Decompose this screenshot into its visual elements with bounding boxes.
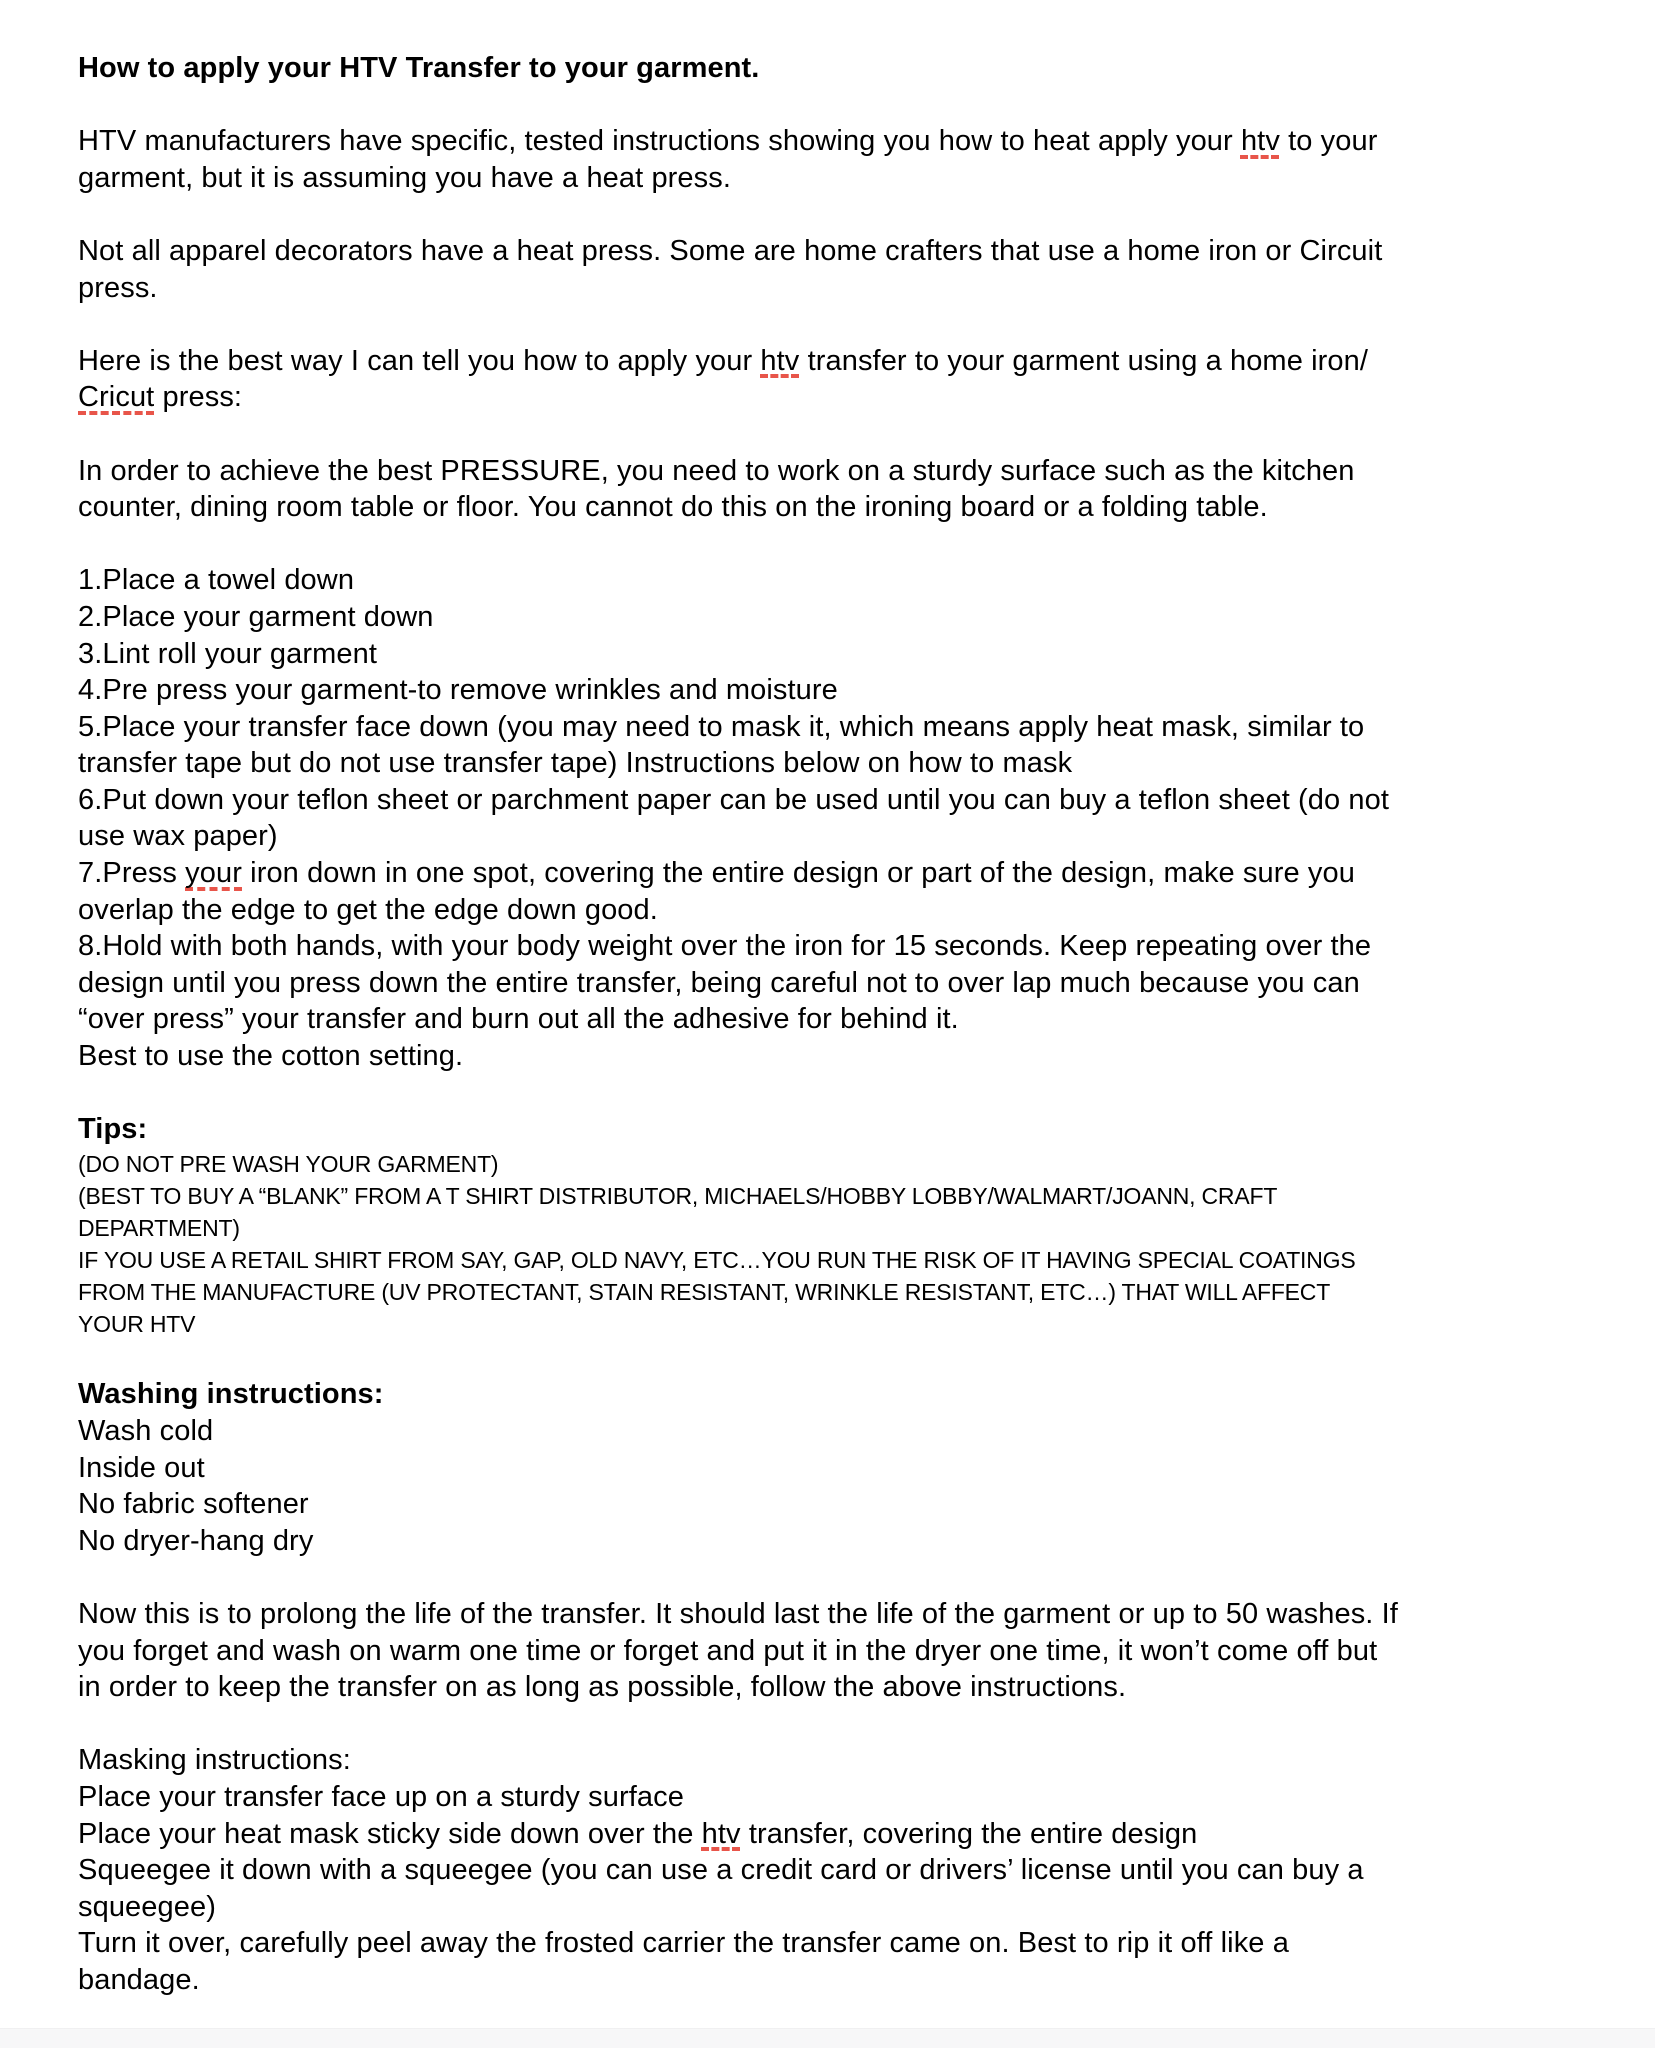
blank-line bbox=[78, 196, 1625, 233]
text-segment: transfer, covering the entire design bbox=[740, 1817, 1198, 1850]
text-line bbox=[78, 343, 1625, 380]
text-line bbox=[78, 1486, 1625, 1523]
text-segment: in order to keep the transfer on as long as possible, follow the above instructions. bbox=[78, 1671, 1127, 1704]
text-segment: press: bbox=[154, 381, 243, 414]
blank-line bbox=[78, 87, 1625, 124]
text-line bbox=[78, 379, 1625, 416]
text-line bbox=[78, 1852, 1625, 1889]
text-segment: Place your transfer face up on a sturdy surface bbox=[78, 1780, 684, 1813]
text-segment: Not all apparel decorators have a heat press. Some are home crafters that use a home iron or Circuit bbox=[78, 234, 1383, 267]
text-segment: garment, but it is assuming you have a heat press. bbox=[78, 161, 732, 194]
text-line bbox=[78, 1962, 1625, 1999]
blank-line bbox=[78, 1706, 1625, 1743]
text-line bbox=[78, 1889, 1625, 1926]
text-segment: counter, dining room table or floor. You cannot do this on the ironing board or a folding table. bbox=[78, 491, 1268, 524]
text-segment: use wax paper) bbox=[78, 820, 278, 853]
text-line bbox=[78, 892, 1625, 929]
text-segment: to your bbox=[1279, 125, 1378, 158]
text-line bbox=[78, 1038, 1625, 1075]
text-segment: Here is the best way I can tell you how to apply your bbox=[78, 344, 761, 377]
text-segment: In order to achieve the best PRESSURE, you need to work on a sturdy surface such as the kitchen bbox=[78, 454, 1355, 487]
text-line bbox=[78, 233, 1625, 270]
text-line bbox=[78, 818, 1625, 855]
text-line bbox=[78, 1413, 1625, 1450]
window-bottom-bar bbox=[0, 2028, 1655, 2048]
text-line bbox=[78, 1779, 1625, 1816]
text-line bbox=[78, 1596, 1625, 1633]
text-segment: 6.Put down your teflon sheet or parchment paper can be used until you can buy a teflon sheet (do not bbox=[78, 783, 1390, 816]
text-segment: No fabric softener bbox=[78, 1488, 309, 1521]
text-line bbox=[78, 1148, 1625, 1180]
text-segment: Best to use the cotton setting. bbox=[78, 1040, 464, 1073]
text-line bbox=[78, 782, 1625, 819]
text-line bbox=[78, 1633, 1625, 1670]
text-segment: press. bbox=[78, 271, 158, 304]
text-segment: transfer tape but do not use transfer tape) Instructions below on how to mask bbox=[78, 747, 1073, 780]
text-line bbox=[78, 1816, 1625, 1853]
text-segment: No dryer-hang dry bbox=[78, 1524, 314, 1557]
text-segment: Turn it over, carefully peel away the frosted carrier the transfer came on. Best to rip it off like a bbox=[78, 1927, 1289, 1960]
text-segment: DEPARTMENT) bbox=[78, 1214, 240, 1241]
text-line bbox=[78, 709, 1625, 746]
blank-line bbox=[78, 1559, 1625, 1596]
text-segment: Inside out bbox=[78, 1451, 205, 1484]
text-line bbox=[78, 50, 1625, 87]
text-line bbox=[78, 855, 1625, 892]
text-line bbox=[78, 965, 1625, 1002]
text-line bbox=[78, 1925, 1625, 1962]
text-segment: Wash cold bbox=[78, 1415, 214, 1447]
misspelled-word: htv bbox=[701, 1817, 741, 1850]
text-segment: transfer to your garment using a home iron/ bbox=[799, 344, 1368, 377]
text-segment: 8.Hold with both hands, with your body weight over the iron for 15 seconds. Keep repeating over the bbox=[78, 930, 1372, 963]
misspelled-word: Cricut bbox=[78, 381, 155, 414]
text-segment: FROM THE MANUFACTURE (UV PROTECTANT, STAIN RESISTANT, WRINKLE RESISTANT, ETC…) THAT WILL AFFECT bbox=[78, 1278, 1331, 1305]
text-line bbox=[78, 745, 1625, 782]
text-segment: (DO NOT PRE WASH YOUR GARMENT) bbox=[78, 1150, 499, 1177]
text-segment: 7.Press bbox=[78, 857, 186, 890]
text-line bbox=[78, 599, 1625, 636]
text-line bbox=[78, 1450, 1625, 1487]
text-segment: design until you press down the entire transfer, being careful not to over lap much because you can bbox=[78, 966, 1360, 999]
text-segment: 5.Place your transfer face down (you may need to mask it, which means apply heat mask, similar to bbox=[78, 710, 1365, 743]
text-segment: 2.Place your garment down bbox=[78, 600, 434, 633]
blank-line bbox=[78, 1075, 1625, 1112]
text-line bbox=[78, 1111, 1625, 1148]
text-line bbox=[78, 453, 1625, 490]
misspelled-word: htv bbox=[1240, 125, 1280, 158]
text-line bbox=[78, 1376, 1625, 1413]
text-line bbox=[78, 562, 1625, 599]
document-page bbox=[78, 50, 1625, 1999]
text-segment: Masking instructions: bbox=[78, 1744, 351, 1777]
text-segment: HTV manufacturers have specific, tested instructions showing you how to heat apply your bbox=[78, 125, 1241, 158]
text-line bbox=[78, 1244, 1625, 1276]
text-segment: bandage. bbox=[78, 1963, 200, 1996]
text-line bbox=[78, 1180, 1625, 1212]
text-segment: 3.Lint roll your garment bbox=[78, 637, 377, 670]
misspelled-word: htv bbox=[760, 344, 800, 377]
text-line bbox=[78, 489, 1625, 526]
text-line bbox=[78, 1212, 1625, 1244]
text-segment: “over press” your transfer and burn out all the adhesive for behind it. bbox=[78, 1003, 959, 1036]
text-segment: IF YOU USE A RETAIL SHIRT FROM SAY, GAP, OLD NAVY, ETC…YOU RUN THE RISK OF IT HAVING SPECIAL COATINGS bbox=[78, 1246, 1356, 1273]
text-line bbox=[78, 928, 1625, 965]
blank-line bbox=[78, 306, 1625, 343]
text-line bbox=[78, 1276, 1625, 1308]
text-line bbox=[78, 1308, 1625, 1340]
text-segment: Squeegee it down with a squeegee (you can use a credit card or drivers’ license until you can buy a bbox=[78, 1854, 1364, 1887]
text-segment: How to apply your HTV Transfer to your garment. bbox=[78, 52, 760, 84]
text-segment: Now this is to prolong the life of the transfer. It should last the life of the garment or up to 50 washes. If bbox=[78, 1597, 1398, 1630]
text-line bbox=[78, 1742, 1625, 1779]
text-segment: iron down in one spot, covering the entire design or part of the design, make sure you bbox=[242, 857, 1355, 890]
text-segment: you forget and wash on warm one time or forget and put it in the dryer one time, it won’t come off but bbox=[78, 1634, 1378, 1667]
text-line bbox=[78, 123, 1625, 160]
text-line bbox=[78, 1001, 1625, 1038]
text-segment: Place your heat mask sticky side down over the bbox=[78, 1817, 702, 1850]
text-segment: (BEST TO BUY A “BLANK” FROM A T SHIRT DISTRIBUTOR, MICHAELS/HOBBY LOBBY/WALMART/JOANN, CRAFT bbox=[78, 1182, 1278, 1209]
text-segment: 1.Place a towel down bbox=[78, 564, 355, 597]
blank-line bbox=[78, 526, 1625, 563]
text-line bbox=[78, 1523, 1625, 1560]
text-line bbox=[78, 636, 1625, 673]
text-line bbox=[78, 160, 1625, 197]
text-segment: overlap the edge to get the edge down good. bbox=[78, 893, 658, 926]
text-segment: 4.Pre press your garment-to remove wrinkles and moisture bbox=[78, 674, 838, 707]
text-segment: Tips: bbox=[78, 1113, 148, 1146]
text-segment: Washing instructions: bbox=[78, 1378, 384, 1411]
misspelled-word: your bbox=[185, 857, 242, 890]
text-line bbox=[78, 672, 1625, 709]
text-line bbox=[78, 1669, 1625, 1706]
text-line bbox=[78, 270, 1625, 307]
blank-line bbox=[78, 416, 1625, 453]
blank-line bbox=[78, 1340, 1625, 1377]
text-segment: YOUR HTV bbox=[78, 1310, 196, 1337]
text-segment: squeegee) bbox=[78, 1890, 216, 1923]
